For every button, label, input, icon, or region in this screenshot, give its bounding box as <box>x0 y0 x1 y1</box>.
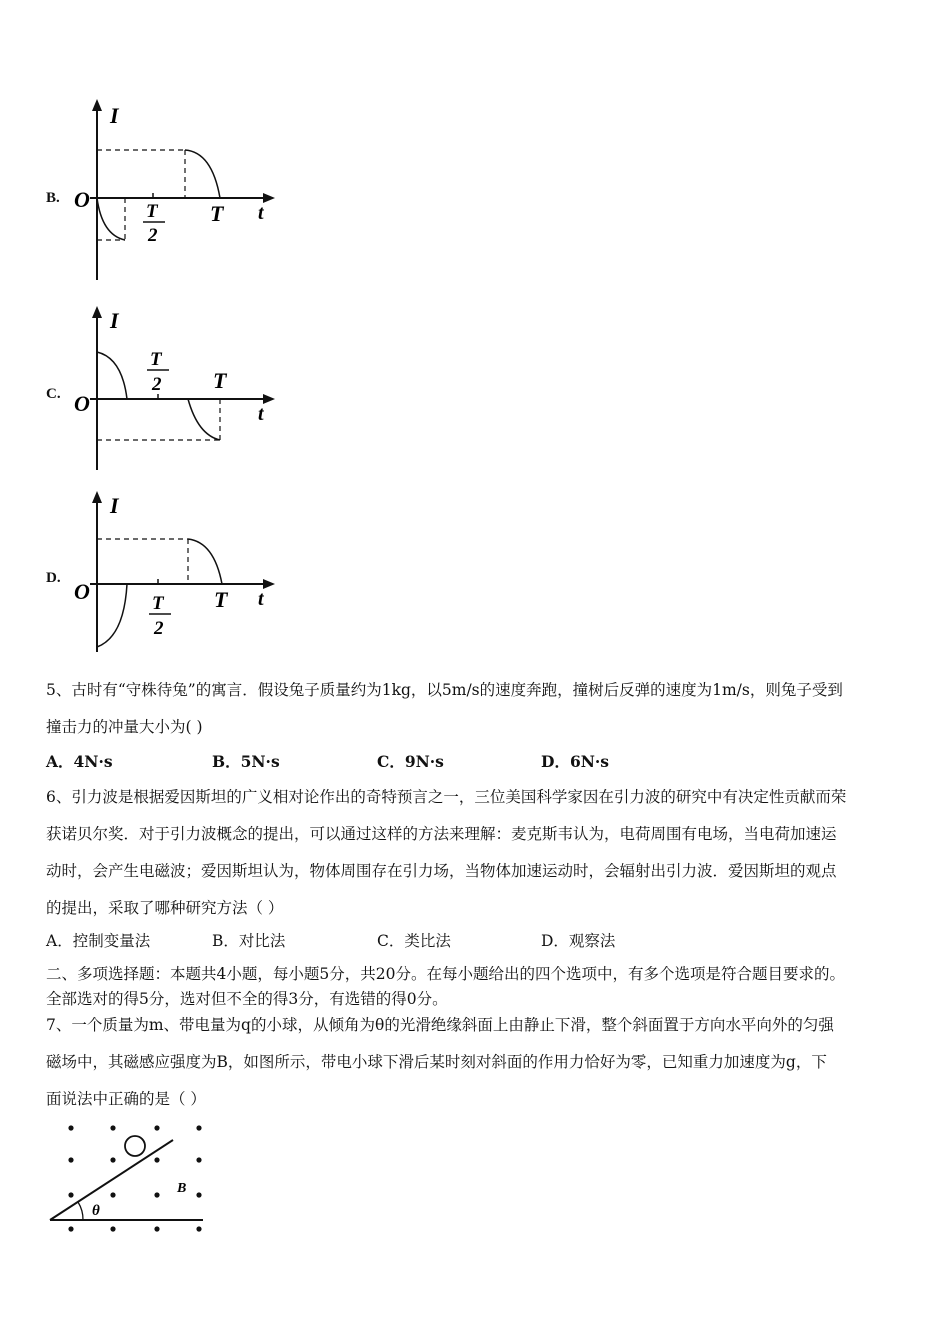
q7-stem-line-3: 面说法中正确的是（ ） <box>46 1090 206 1108</box>
q7-stem-line-1: 7、一个质量为m、带电量为q的小球，从倾角为θ的光滑绝缘斜面上由静止下滑，整个斜面置于方向水平向外的匀强 <box>46 1016 834 1034</box>
q5-stem-line-2: 撞击力的冲量大小为( ) <box>46 718 203 736</box>
option-c-letter: C. <box>46 386 61 402</box>
graph-option-b <box>70 95 290 285</box>
graph-option-c <box>70 300 290 475</box>
half-period-denominator: 2 <box>152 374 162 395</box>
half-period-denominator: 2 <box>154 618 164 639</box>
axis-t-label: t <box>258 588 264 610</box>
period-label: T <box>214 587 228 612</box>
half-period-numerator: T <box>146 201 158 222</box>
axis-i-label: I <box>110 493 119 518</box>
charged-ball <box>125 1136 145 1156</box>
axis-i-label: I <box>110 308 119 333</box>
q6-stem-line-3: 动时，会产生电磁波；爱因斯坦认为，物体周围存在引力场，当物体加速运动时，会辐射出引力波．爱因斯坦的观点 <box>46 862 837 880</box>
q6-option-a[interactable]: A．控制变量法 <box>46 932 151 950</box>
origin-label: O <box>74 187 90 212</box>
half-period-numerator: T <box>150 349 162 370</box>
half-period-numerator: T <box>152 593 164 614</box>
q6-option-b[interactable]: B．对比法 <box>212 932 286 950</box>
period-label: T <box>213 368 227 393</box>
q6-stem-line-1: 6、引力波是根据爱因斯坦的广义相对论作出的奇特预言之一，三位美国科学家因在引力波的研究中有决定性贡献而荣 <box>46 788 847 806</box>
field-b-label: B <box>177 1181 187 1196</box>
q5-stem-line-1: 5、古时有“守株待兔”的寓言．假设兔子质量约为1kg，以5m/s的速度奔跑，撞树后反弹的速度为1m/s，则兔子受到 <box>46 681 843 699</box>
q7-incline-figure <box>45 1118 215 1238</box>
graph-option-d <box>70 487 290 657</box>
q5-option-c[interactable]: C．9N·s <box>377 752 444 771</box>
axis-t-label: t <box>258 403 264 425</box>
q6-option-d[interactable]: D．观察法 <box>541 932 616 950</box>
q5-option-a[interactable]: A．4N·s <box>46 752 113 771</box>
period-label: T <box>210 201 224 226</box>
q6-stem-line-2: 获诺贝尔奖．对于引力波概念的提出，可以通过这样的方法来理解：麦克斯韦认为，电荷周围有电场，当电荷加速运 <box>46 825 837 843</box>
q5-option-d[interactable]: D．6N·s <box>541 752 610 771</box>
axis-t-label: t <box>258 202 264 224</box>
q7-stem-line-2: 磁场中，其磁感应强度为B，如图所示，带电小球下滑后某时刻对斜面的作用力恰好为零，已知重力加速度为g，下 <box>46 1053 827 1071</box>
angle-theta-label: θ <box>92 1203 100 1219</box>
section2-instructions-line-2: 全部选对的得5分，选对但不全的得3分，有选错的得0分。 <box>46 990 448 1008</box>
q5-option-b[interactable]: B．5N·s <box>212 752 280 771</box>
q6-option-c[interactable]: C．类比法 <box>377 932 451 950</box>
axis-i-label: I <box>110 103 119 128</box>
section2-instructions-line-1: 二、多项选择题：本题共4小题，每小题5分，共20分。在每小题给出的四个选项中，有多个选项是符合题目要求的。 <box>46 965 845 983</box>
q6-stem-line-4: 的提出，采取了哪种研究方法（ ） <box>46 899 284 917</box>
origin-label: O <box>74 579 90 604</box>
option-b-letter: B. <box>46 190 60 206</box>
origin-label: O <box>74 391 90 416</box>
option-d-letter: D. <box>46 570 61 586</box>
half-period-denominator: 2 <box>148 225 158 246</box>
